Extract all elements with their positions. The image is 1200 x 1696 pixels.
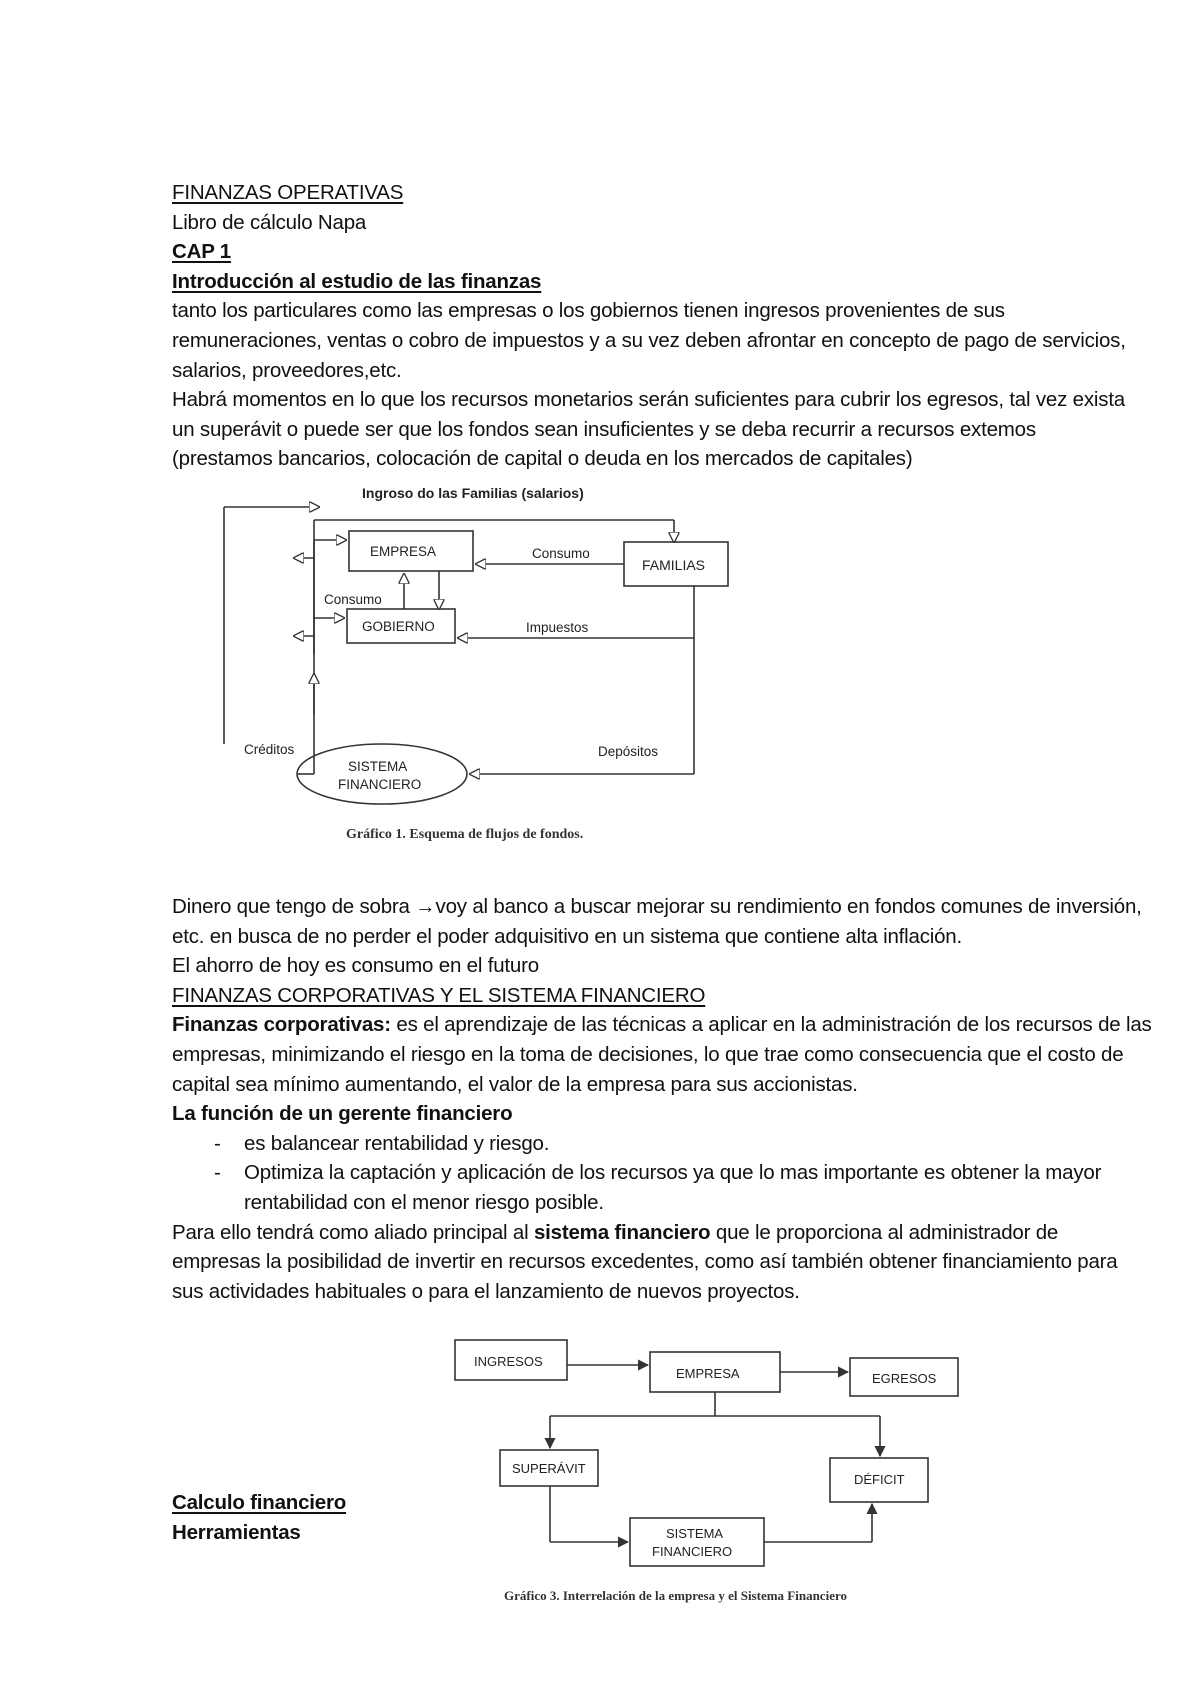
- impuestos-label: Impuestos: [526, 620, 589, 635]
- creditos-label: Créditos: [244, 742, 295, 757]
- list-item: - es balancear rentabilidad y riesgo.: [172, 1129, 1152, 1159]
- egresos-label: EGRESOS: [872, 1371, 937, 1386]
- familias-label: FAMILIAS: [642, 557, 706, 573]
- definition-text: es el aprendizaje de las técnicas a aplicar en la administración de los recursos de las empresas, minimizando el riesgo en la toma de decisiones, lo que trae como consecuencia que el costo de capital sea mínimo aumentando, el valor de la empresa para sus accionistas.: [172, 1013, 1152, 1096]
- depositos-label: Depósitos: [598, 744, 659, 759]
- manager-function-heading: La función de un gerente financiero: [172, 1102, 513, 1126]
- bullet-dash: -: [214, 1161, 221, 1185]
- funds-flow-diagram: [214, 484, 706, 864]
- diagram1-caption: Gráfico 1. Esquema de flujos de fondos.: [346, 827, 584, 842]
- superavit-label: SUPERÁVIT: [512, 1461, 586, 1476]
- gobierno-label: GOBIERNO: [362, 619, 435, 634]
- manager-bullets: [172, 1129, 1152, 1218]
- book-reference: Libro de cálculo Napa: [172, 210, 367, 234]
- footer-block: [172, 1488, 572, 1547]
- definition-term: Finanzas corporativas:: [172, 1013, 391, 1037]
- company-system-diagram: [450, 1330, 937, 1610]
- sistema-label-2: FINANCIERO: [652, 1544, 733, 1559]
- diagram2-caption: Gráfico 3. Interrelación de la empresa y el Sistema Financiero: [504, 1588, 847, 1603]
- financial-system-term: sistema financiero: [533, 1220, 711, 1244]
- corporate-finance-heading: FINANZAS CORPORATIVAS Y EL SISTEMA FINANCIERO: [172, 983, 706, 1007]
- sistema-ellipse: [297, 744, 467, 804]
- consumo-left-label: Consumo: [324, 592, 382, 607]
- corporate-finance-block: [172, 892, 1152, 1306]
- financial-system-paragraph: Para ello tendrá como aliado principal al sistema financiero que le proporciona al administrador de empresas la posibilidad de invertir en recursos excedentes, como así también obtener financiamiento para sus actividades habituales o para el lanzamiento de nuevos proyectos.: [172, 1220, 1118, 1303]
- intro-paragraph-2: Habrá momentos en lo que los recursos monetarios serán suficientes para cubrir los egresos, tal vez exista un superávit o puede ser que los fondos sean insuficientes y se deba recurrir a recursos extemos (prestamos bancarios, colocación de capital o deuda en los mercados de capitales): [172, 388, 1126, 471]
- bullet-dash: -: [214, 1131, 221, 1155]
- list-item: - Optimiza la captación y aplicación de los recursos ya que lo mas importante es obtener la mayor rentabilidad con el menor riesgo posible.: [172, 1158, 1152, 1217]
- intro-block: [172, 178, 1132, 474]
- definition-paragraph: [172, 1010, 1152, 1099]
- paragraph-future: El ahorro de hoy es consumo en el futuro: [172, 954, 539, 978]
- paragraph-savings: Dinero que tengo de sobra →voy al banco a buscar mejorar su rendimiento en fondos comunes de inversión, etc. en busca de no perder el poder adquisitivo en un sistema que contiene alta inflación.: [172, 895, 1142, 948]
- document-title: FINANZAS OPERATIVAS: [172, 181, 404, 204]
- intro-paragraph-1: tanto los particulares como las empresas o los gobiernos tienen ingresos provenientes de sus remuneraciones, ventas o cobro de impuestos y a su vez deben afrontar en concepto de pago de servicios, salarios, proveedores,etc.: [172, 299, 1126, 382]
- sistema-label-1: SISTEMA: [348, 759, 408, 774]
- chapter-label: CAP 1: [172, 240, 232, 264]
- deficit-label: DÉFICIT: [854, 1472, 905, 1487]
- empresa-label: EMPRESA: [676, 1366, 740, 1381]
- sistema-label-2: FINANCIERO: [338, 777, 422, 792]
- ingresos-label: INGRESOS: [474, 1354, 543, 1369]
- top-salary-label: Ingroso do las Familias (salarios): [362, 485, 584, 501]
- sistema-label-1: SISTEMA: [666, 1526, 724, 1541]
- herramientas-heading: Herramientas: [172, 1520, 301, 1544]
- consumo-top-label: Consumo: [532, 546, 590, 561]
- section-heading: Introducción al estudio de las finanzas: [172, 269, 542, 293]
- calculo-heading: Calculo financiero: [172, 1491, 347, 1514]
- empresa-label: EMPRESA: [370, 544, 437, 559]
